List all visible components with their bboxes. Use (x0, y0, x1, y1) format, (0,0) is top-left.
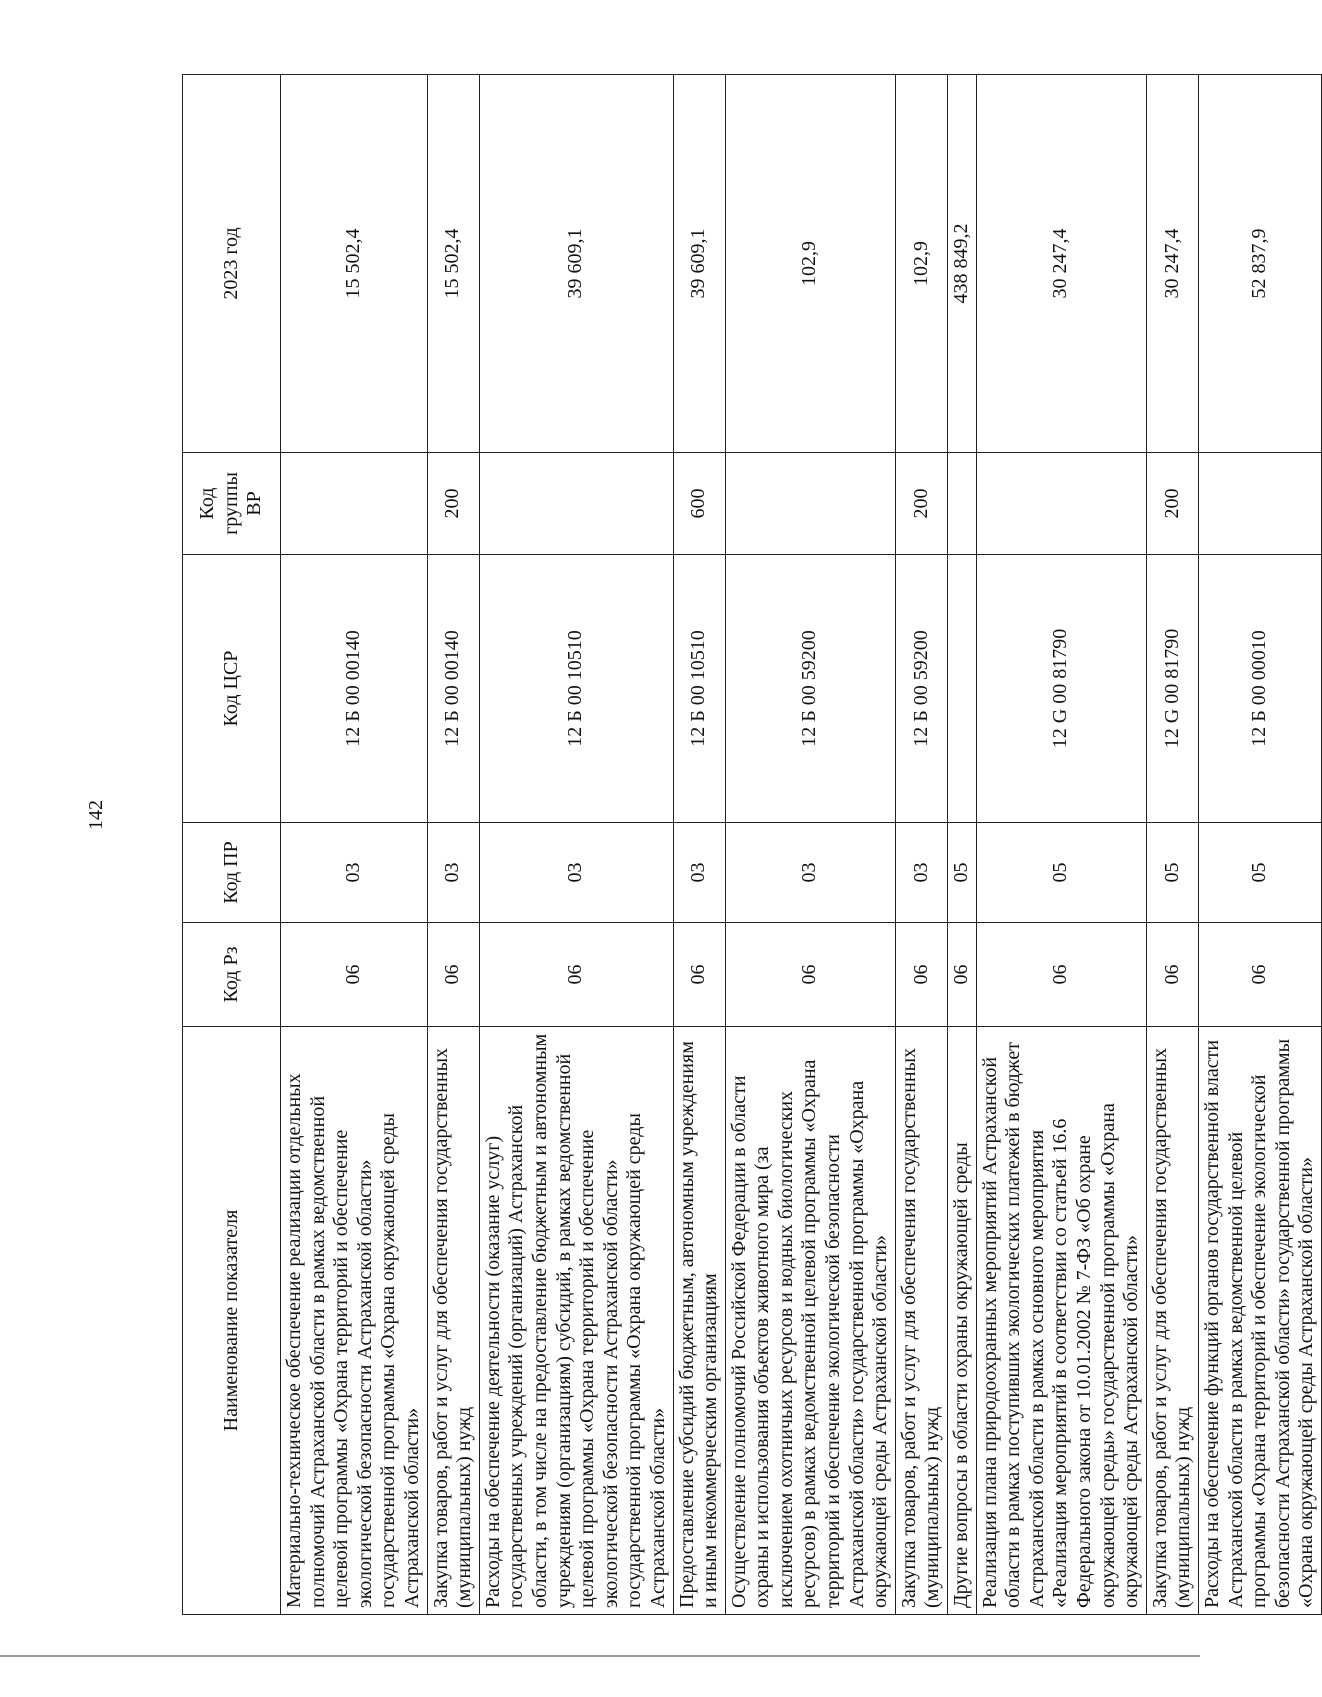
row-value: 52 837,9 (1198, 75, 1321, 453)
row-name: Закупка товаров, работ и услуг для обеспечения государственных (муниципальных) нужд (895, 1027, 947, 1615)
row-csr (948, 555, 977, 823)
row-vr (976, 453, 1146, 555)
header-year: 2023 год (183, 75, 281, 453)
row-name: Реализация плана природоохранных мероприятий Астраханской области в рамках поступивших экологических платежей в бюджет Астраханской области в рамках основного мероприятия «Реализация мероприятий в соответствии со статьей 16.6 Федерального закона от 10.01.2002 № 7-ФЗ «Об охране окружающей среды» государственной программы «Охрана окружающей среды Астраханской области» (976, 1027, 1146, 1615)
row-value: 15 502,4 (427, 75, 479, 453)
row-rz: 06 (1146, 923, 1198, 1027)
row-value: 15 502,4 (281, 75, 428, 453)
row-vr: 200 (895, 453, 947, 555)
header-pr: Код ПР (183, 823, 281, 923)
row-name: Другие вопросы в области охраны окружающей среды (948, 1027, 977, 1615)
row-pr: 03 (479, 823, 673, 923)
table-row (725, 75, 895, 1615)
row-value: 438 849,2 (948, 75, 977, 453)
row-pr: 03 (895, 823, 947, 923)
row-vr (281, 453, 428, 555)
table-row (427, 75, 479, 1615)
row-pr: 03 (427, 823, 479, 923)
row-csr: 12 Б 00 00010 (1198, 555, 1321, 823)
row-value: 39 609,1 (479, 75, 673, 453)
row-vr (1198, 453, 1321, 555)
table-row (976, 75, 1146, 1615)
row-csr: 12 Б 00 10510 (673, 555, 725, 823)
row-pr: 03 (281, 823, 428, 923)
table-row (1198, 75, 1321, 1615)
row-csr: 12 Б 00 59200 (895, 555, 947, 823)
row-rz: 06 (673, 923, 725, 1027)
row-name: Предоставление субсидий бюджетным, автономным учреждениям и иным некоммерческим организациям (673, 1027, 725, 1615)
row-rz: 06 (1198, 923, 1321, 1027)
header-vr: Код группы ВР (183, 453, 281, 555)
row-rz: 06 (427, 923, 479, 1027)
row-vr (948, 453, 977, 555)
row-name: Расходы на обеспечение функций органов государственной власти Астраханской области в рамках ведомственной целевой программы «Охрана территорий и обеспечение экологической безопасности Астраханской области» государственной программы «Охрана окружающей среды Астраханской области» (1198, 1027, 1321, 1615)
budget-table (182, 74, 1322, 1615)
row-name: Расходы на обеспечение деятельности (оказание услуг) государственных учреждений (организаций) Астраханской области, в том числе на предоставление бюджетным и автономным учреждениям (организациям) субсидий, в рамках ведомственной целевой программы «Охрана территорий и обеспечение экологической безопасности Астраханской области» государственной программы «Охрана окружающей среды Астраханской области» (479, 1027, 673, 1615)
table-row (948, 75, 977, 1615)
row-pr: 05 (976, 823, 1146, 923)
row-vr (479, 453, 673, 555)
row-value: 102,9 (895, 75, 947, 453)
scan-edge-line (0, 1655, 1200, 1657)
row-rz: 06 (976, 923, 1146, 1027)
header-rz: Код Рз (183, 923, 281, 1027)
row-rz: 06 (725, 923, 895, 1027)
table-header-row (183, 75, 281, 1615)
row-name: Материально-техническое обеспечение реализации отдельных полномочий Астраханской области в рамках ведомственной целевой программы «Охрана территорий и обеспечение экологической безопасности Астраханской области» государственной программы «Охрана окружающей среды Астраханской области» (281, 1027, 428, 1615)
row-csr: 12 Б 00 59200 (725, 555, 895, 823)
row-name: Закупка товаров, работ и услуг для обеспечения государственных (муниципальных) нужд (427, 1027, 479, 1615)
table-row (1146, 75, 1198, 1615)
header-name: Наименование показателя (183, 1027, 281, 1615)
page-number: 142 (85, 800, 107, 830)
row-rz: 06 (895, 923, 947, 1027)
row-pr: 03 (725, 823, 895, 923)
table-row (673, 75, 725, 1615)
row-csr: 12 Б 00 10510 (479, 555, 673, 823)
table-row (281, 75, 428, 1615)
rotated-table-container (182, 75, 1318, 1615)
table-row (479, 75, 673, 1615)
row-csr: 12 Б 00 00140 (281, 555, 428, 823)
table-row (895, 75, 947, 1615)
row-csr: 12 G 00 81790 (1146, 555, 1198, 823)
row-pr: 05 (948, 823, 977, 923)
row-vr (725, 453, 895, 555)
row-pr: 05 (1146, 823, 1198, 923)
row-rz: 06 (479, 923, 673, 1027)
row-vr: 200 (427, 453, 479, 555)
row-name: Осуществление полномочий Российской Федерации в области охраны и использования объектов животного мира (за исключением охотничьих ресурсов и водных биологических ресурсов) в рамках ведомственной целевой программы «Охрана территорий и обеспечение экологической безопасности Астраханской области» государственной программы «Охрана окружающей среды Астраханской области» (725, 1027, 895, 1615)
row-csr: 12 Б 00 00140 (427, 555, 479, 823)
row-value: 30 247,4 (1146, 75, 1198, 453)
row-value: 102,9 (725, 75, 895, 453)
row-vr: 200 (1146, 453, 1198, 555)
row-pr: 03 (673, 823, 725, 923)
row-rz: 06 (948, 923, 977, 1027)
row-rz: 06 (281, 923, 428, 1027)
row-vr: 600 (673, 453, 725, 555)
row-csr: 12 G 00 81790 (976, 555, 1146, 823)
header-csr: Код ЦСР (183, 555, 281, 823)
row-value: 30 247,4 (976, 75, 1146, 453)
row-pr: 05 (1198, 823, 1321, 923)
row-value: 39 609,1 (673, 75, 725, 453)
row-name: Закупка товаров, работ и услуг для обеспечения государственных (муниципальных) нужд (1146, 1027, 1198, 1615)
